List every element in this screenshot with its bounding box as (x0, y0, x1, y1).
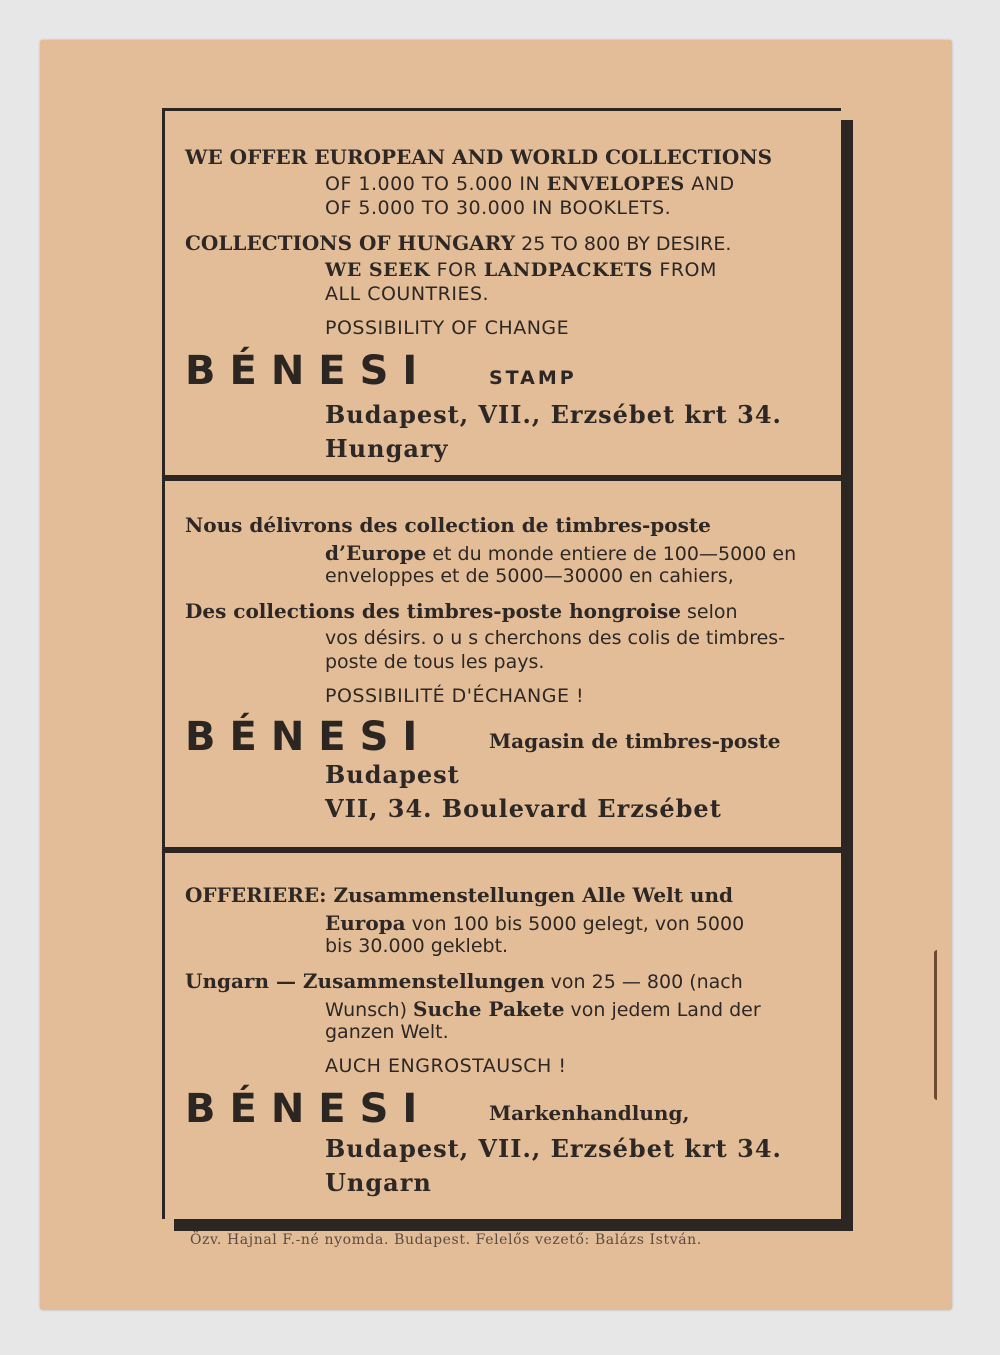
german-line-2: Europa von 100 bis 5000 gelegt, von 5000 (325, 911, 745, 935)
english-line-5: WE SEEK FOR LANDPACKETS FROM (325, 259, 717, 281)
french-line-2: d’Europe et du monde entiere de 100—5000 en (325, 541, 797, 565)
english-address-line-1: Budapest, VII., Erzsébet krt 34. (325, 400, 782, 429)
french-exchange-note: POSSIBILITÉ D'ÉCHANGE ! (325, 685, 585, 707)
german-brand: BÉNESI (185, 1086, 432, 1132)
french-address-line-1: Budapest (325, 760, 460, 789)
english-address-line-2: Hungary (325, 434, 449, 463)
printer-imprint: Özv. Hajnal F.-né nyomda. Budapest. Felelős vezető: Balázs István. (190, 1232, 702, 1248)
german-address-line-2: Ungarn (325, 1168, 432, 1197)
german-line-6: ganzen Welt. (325, 1021, 449, 1043)
german-brand-tag: Markenhandlung, (489, 1101, 690, 1125)
french-line-5: vos désirs. o u s cherchons des colis de timbres- (325, 627, 786, 649)
english-brand-tag: STAMP (489, 367, 577, 389)
french-brand-tag: Magasin de timbres-poste (489, 729, 781, 753)
german-exchange-note: AUCH ENGROSTAUSCH ! (325, 1055, 567, 1077)
german-line-4: Ungarn — Zusammenstellungen von 25 — 800 (nach (185, 969, 743, 993)
english-line-3: OF 5.000 TO 30.000 IN BOOKLETS. (325, 197, 672, 219)
advertisement-frame (162, 108, 841, 1219)
french-line-4: Des collections des timbres-poste hongroise selon (185, 599, 738, 623)
english-line-2: OF 1.000 TO 5.000 IN ENVELOPES AND (325, 173, 735, 195)
english-exchange-note: POSSIBILITY OF CHANGE (325, 317, 570, 339)
section-divider-1 (165, 475, 841, 481)
staple-mark (934, 950, 947, 1100)
english-headline: WE OFFER EUROPEAN AND WORLD COLLECTIONS (185, 145, 773, 169)
section-divider-2 (165, 847, 841, 853)
french-address-line-2: VII, 34. Boulevard Erzsébet (325, 794, 722, 823)
german-line-5: Wunsch) Suche Pakete von jedem Land der (325, 997, 761, 1021)
french-line-6: poste de tous les pays. (325, 651, 545, 673)
french-headline: Nous délivrons des collection de timbres-poste (185, 513, 711, 537)
booklet-back-cover (40, 40, 952, 1310)
french-brand: BÉNESI (185, 714, 432, 760)
french-line-3: enveloppes et de 5000—30000 en cahiers, (325, 565, 734, 587)
english-line-6: ALL COUNTRIES. (325, 283, 490, 305)
german-line-3: bis 30.000 geklebt. (325, 935, 509, 957)
english-brand: BÉNESI (185, 348, 432, 394)
german-headline: OFFERIERE: Zusammenstellungen Alle Welt und (185, 883, 733, 907)
english-line-4: COLLECTIONS OF HUNGARY 25 TO 800 BY DESIRE. (185, 231, 732, 255)
german-address-line-1: Budapest, VII., Erzsébet krt 34. (325, 1134, 782, 1163)
